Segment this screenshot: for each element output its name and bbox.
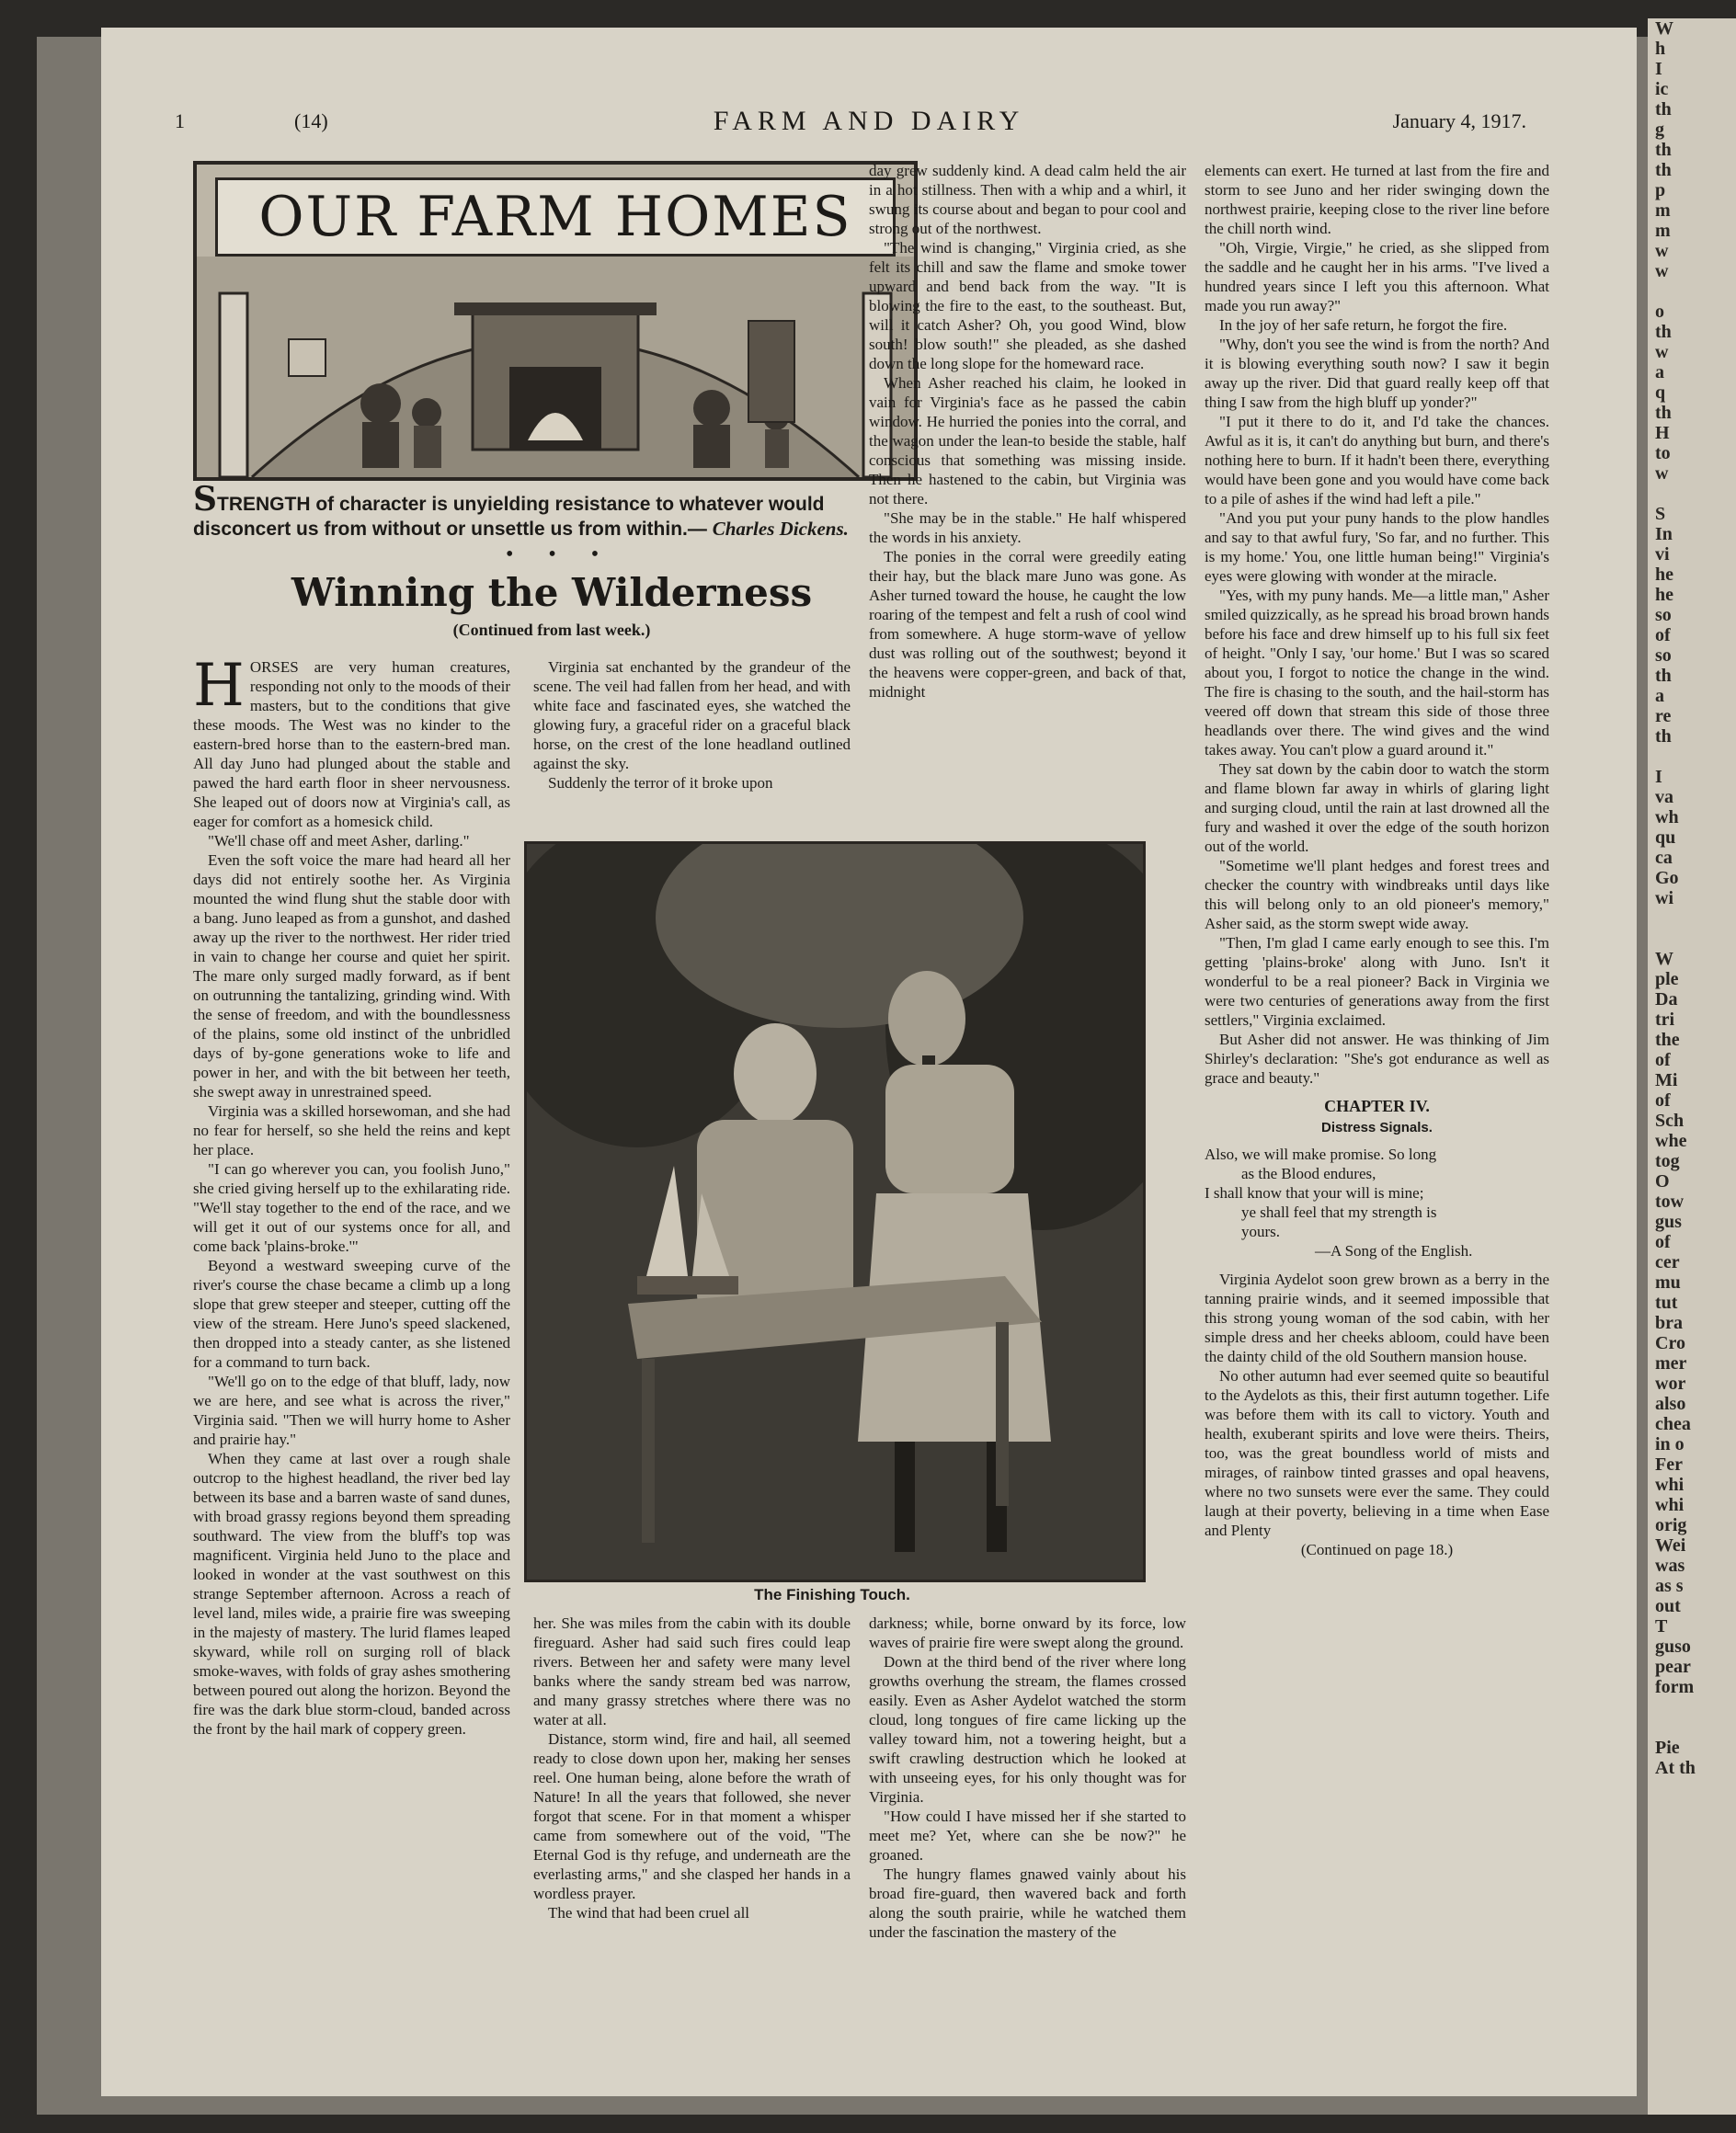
fragment-text: th [1655,160,1672,180]
photograph [524,841,1146,1582]
fragment-text: vi [1655,544,1670,565]
fragment-text: At th [1655,1758,1696,1778]
paragraph: But Asher did not answer. He was thinking of Jim Shirley's declaration: "She's got endurance as well as grace and beauty." [1205,1031,1549,1087]
fragment-text: of [1655,1232,1671,1252]
fragment-text: a [1655,362,1664,382]
paragraph: The wind that had been cruel all [548,1904,750,1922]
fragment-text: pear [1655,1657,1691,1677]
fragment-text: a [1655,686,1664,706]
fragment-text: whi [1655,1475,1685,1495]
fragment-text: th [1655,726,1672,747]
paragraph: Virginia sat enchanted by the grandeur of the scene. The veil had fallen from her head, and with white face and fascinated eyes, she watched the glowing fury, a graceful rider on a graceful black horse, on the crest of the lone headland outlined against the sky. [533,658,851,772]
paragraph: The hungry flames gnawed vainly about his broad fire-guard, then wavered back and forth along the south prairie, while he watched them under the fascination the mastery of the [869,1865,1186,1941]
fragment-text [1648,484,1736,504]
fragment-text: th [1655,99,1672,120]
chapter-title: Distress Signals. [1321,1120,1433,1135]
paragraph: day grew suddenly kind. A dead calm held the air in a hot stillness. Then with a whip and a whirl, it swung its course about and began to pour cool and strong out of the northwest. [869,162,1186,237]
fragment-text: m [1655,200,1671,221]
fragment-text [1648,1717,1736,1738]
fragment-text: Sch [1655,1111,1685,1131]
paragraph: Beyond a westward sweeping curve of the river's course the chase became a climb up a long slope that grew steeper and steeper, cutting off the view of the stream. Here Juno's speed slackened, then dropped into a steady canter, as she listened for a command to turn back. [193,1257,510,1371]
poem-line: as the Blood endures, [1241,1165,1376,1182]
fragment-text: W [1655,18,1673,39]
fragment-text: ic [1655,79,1669,99]
epigraph-quote [193,480,910,542]
paragraph: No other autumn had ever seemed quite so beautiful to the Aydelots as this, their first autumn together. Life was before them with its call to victory. Youth and health, exuberant spirits and love were theirs. Theirs, too, was the great boundless world of mists and mirages, of rainbow tinted grasses and opal heavens, where no two sunsets were ever the same. They could laugh at their poverty, believing in a time when Ease and Plenty [1205,1367,1549,1539]
paragraph: "How could I have missed her if she started to meet me? Yet, where can she be now?" he groaned. [869,1808,1186,1864]
quote-author: Charles Dickens. [712,518,849,540]
fragment-text: he [1655,565,1673,585]
fragment-text: th [1655,403,1672,423]
paragraph: "Yes, with my puny hands. Me—a little man," Asher smiled quizzically, as he spread his broad brown hands before his face and drew himself up to his full six feet of height. "Only I say, 'our home.' But I was so scared about you, I forgot to notice the change in the wind. The fire is chasing to the south, and the hail-storm has veered off down that stream this side of those three headlands over there. The wind gives and the wind takes away. You can't plow a guard around it." [1205,587,1549,759]
newspaper-page [101,28,1637,2096]
chapter-heading: CHAPTER IV. [1324,1097,1430,1115]
poem-line: yours. [1241,1223,1281,1240]
fragment-text: he [1655,585,1673,605]
fragment-text: chea [1655,1414,1691,1434]
column-2-top [533,657,851,793]
fragment-text: q [1655,382,1666,403]
fragment-text: form [1655,1677,1695,1697]
fragment-text: as s [1655,1576,1684,1596]
fragment-text: orig [1655,1515,1687,1535]
fragment-text: mu [1655,1272,1681,1293]
fragment-text: m [1655,221,1671,241]
paragraph: When Asher reached his claim, he looked in vain for Virginia's face as he passed the cabin window. He hurried the ponies into the corral, and the wagon under the lean-to beside the stable, half conscious that something was missing inside. Then he hastened to the cabin, but Virginia was not there. [869,374,1186,508]
column-2-bottom [533,1614,851,1922]
poem-line: I shall know that your will is mine; [1205,1184,1424,1202]
fragment-text: O [1655,1171,1670,1192]
fragment-text [1648,1697,1736,1717]
paragraph: "I can go wherever you can, you foolish Juno," she cried giving herself up to the exhilarating ride. "We'll stay together to the end of the race, and we will get it out of our systems once for all, and come back 'plains-broke.'" [193,1160,510,1255]
paragraph: "The wind is changing," Virginia cried, as she felt its chill and saw the flame and smoke tower upward and bend back from the way. "It is blowing the fire to the east, to the southeast. But, will it catch Asher? Oh, you good Wind, blow south! blow south!" she pleaded, as she dashed down the long slope for the homeward race. [869,239,1186,372]
fragment-text: in o [1655,1434,1685,1454]
quote-text: TRENGTH of character is unyielding resistance to whatever would disconcert us from without or unsettle us from within.— [193,494,825,540]
paragraph: darkness; while, borne onward by its force, low waves of prairie fire were swept along the ground. [869,1614,1186,1651]
fragment-text: w [1655,342,1669,362]
column-1 [193,652,510,1739]
fragment-text: was [1655,1556,1685,1576]
fragment-text: va [1655,787,1673,807]
fragment-text: of [1655,1090,1671,1111]
fragment-text: bra [1655,1313,1683,1333]
fragment-text: of [1655,625,1671,645]
fragment-text: I [1655,59,1662,79]
issue-date: January 4, 1917. [1392,109,1526,132]
fragment-text: th [1655,140,1672,160]
fragment-text: guso [1655,1637,1691,1657]
page-header [175,106,1563,143]
fragment-text: Da [1655,989,1678,1009]
fragment-text: h [1655,39,1666,59]
fragment-text: so [1655,605,1672,625]
fragment-text: S [1655,504,1666,524]
fragment-text [1648,908,1736,929]
paragraph: Down at the third bend of the river where long growths overhung the stream, the flames crossed easily. Even as Asher Aydelot watched the storm cloud, long tongues of fire came licking up the valley toward him, not a towering height, but a swift crawling destruction which he looked at with unseeing eyes, for his only thought was for Virginia. [869,1653,1186,1806]
fragment-text: I [1655,767,1662,787]
fragment-text: g [1655,120,1664,140]
fragment-text: so [1655,645,1672,666]
paragraph: The ponies in the corral were greedily eating their hay, but the black mare Juno was gone. As Asher turned toward the house, he caught the low roaring of the tempest and felt a rush of cool wind from somewhere. A huge storm-wave of yellow dust was rolling out of the southwest; beyond it the heavens were copper-green, and back of that, midnight [869,548,1186,701]
masthead: FARM AND DAIRY [713,106,1025,136]
paragraph: ORSES are very human creatures, responding not only to the moods of their masters, but to the conditions that give these moods. The West was no kinder to the eastern-bred horse than to the eastern-bred man. All day Juno had plunged about the stable and pawed the hard earth floor in sheer nervousness. She leaped out of doors now at Virginia's call, as eager for comfort as a homesick child. [193,658,510,830]
fragment-text: W [1655,949,1673,969]
adjacent-page-edge [1648,18,1736,2115]
paragraph: "We'll go on to the edge of that bluff, lady, now we are here, and see what is across the river," Virginia said. "Then we will hurry home to Asher and prairie hay." [193,1373,510,1448]
poem-source: —A Song of the English. [1315,1242,1473,1260]
fragment-text: th [1655,666,1672,686]
fragment-text: whe [1655,1131,1687,1151]
fragment-text: w [1655,463,1669,484]
article-title: Winning the Wilderness [291,570,813,615]
fragment-text: w [1655,261,1669,281]
fragment-text: Mi [1655,1070,1678,1090]
fragment-text: wor [1655,1374,1686,1394]
paragraph: "She may be in the stable." He half whispered the words in his anxiety. [869,509,1186,546]
paragraph: her. She was miles from the cabin with its double fireguard. Asher had said such fires could leap rivers. Between her and safety were many level banks where the sandy stream bed was narrow, and many grassy stretches where there was no water at all. [533,1614,851,1728]
fragment-text: cer [1655,1252,1680,1272]
fragment-text: Pie [1655,1738,1680,1758]
fragment-text: Fer [1655,1454,1683,1475]
fragment-text: out [1655,1596,1681,1616]
fragment-text [1648,747,1736,767]
fragment-text: p [1655,180,1666,200]
paragraph: Virginia Aydelot soon grew brown as a berry in the tanning prairie winds, and it seemed impossible that this strong young woman of the sod cabin, with her simple dress and her cheeks abloom, could have been the dainty child of the old Southern mansion house. [1205,1271,1549,1365]
fragment-text: re [1655,706,1672,726]
paragraph: In the joy of her safe return, he forgot the fire. [1219,316,1508,334]
paragraph: "Sometime we'll plant hedges and forest trees and checker the country with windbreaks until days like this will belong only to an old pioneer's memory," Asher said, as the storm swept wide away. [1205,857,1549,932]
paragraph: Virginia was a skilled horsewoman, and she had no fear for herself, so she held the reins and kept her place. [193,1102,510,1158]
paragraph: "And you put your puny hands to the plow handles and say to that awful fury, 'So far, and no further. This is my home.' You, one little human being!" Virginia's eyes were glowing with wonder at the miracle. [1205,509,1549,585]
fragment-text: tut [1655,1293,1678,1313]
fragment-text: tow [1655,1192,1685,1212]
photo-caption: The Finishing Touch. [754,1586,910,1603]
fragment-text [1648,281,1736,302]
column-3-bottom [869,1614,1186,1942]
fragment-text: Cro [1655,1333,1685,1353]
page-number: 1 [175,109,185,132]
fragment-text [1648,929,1736,949]
fragment-text: mer [1655,1353,1687,1374]
fragment-text: Go [1655,868,1679,888]
chapter-epigraph [1205,1145,1549,1260]
fragment-text: w [1655,241,1669,261]
fragment-text: the [1655,1030,1680,1050]
page-label: (14) [294,109,328,132]
fragment-text: wh [1655,807,1679,827]
fragment-text: H [1655,423,1670,443]
banner-title: OUR FARM HOMES [215,177,896,257]
paragraph: "Why, don't you see the wind is from the north? And it is blowing everything south now? I saw it begin away up the river. Did that guard really keep off that thing I saw from the high bluff up yonder?" [1205,336,1549,411]
fragment-text: ple [1655,969,1679,989]
fragment-text: wi [1655,888,1673,908]
paragraph: "We'll chase off and meet Asher, darling." [208,832,470,850]
fragment-text: In [1655,524,1673,544]
children-photo [527,844,1143,1580]
paragraph: Even the soft voice the mare had heard all her days did not entirely soothe her. As Virginia mounted the wind flung shut the stable door with a bang. Juno leaped as from a gunshot, and dashed away up the river to the northwest. Her rider tried in vain to change her course and quiet her spirit. The mare only surged madly forward, as if bent on outrunning the tantalizing, grinding wind. With the sense of freedom, and with the boundlessness of the plains, some old instinct of the unbridled days of by-gone generations woke to life and power in her, and with the bit between her teeth, she swept away in unrestrained speed. [193,851,510,1101]
fragment-text: Wei [1655,1535,1686,1556]
fragment-text: o [1655,302,1664,322]
fragment-text: also [1655,1394,1686,1414]
paragraph: "Oh, Virgie, Virgie," he cried, as she slipped from the saddle and he caught her in his arms. "I've lived a hundred years since I left you this afternoon. What made you run away?" [1205,239,1549,314]
paragraph: Suddenly the terror of it broke upon [548,774,773,792]
fragment-text: tog [1655,1151,1680,1171]
paragraph: Distance, storm wind, fire and hail, all seemed ready to close down upon her, making her senses reel. One human being, alone before the wrath of Nature! In all the years that followed, she never forgot that scene. For in that moment a whisper came from somewhere out of the void, "The Eternal God is thy refuge, and underneath are the everlasting arms," and she clasped her hands in a wordless prayer. [533,1730,851,1902]
fragment-text: th [1655,322,1672,342]
article-subtitle: (Continued from last week.) [452,621,651,639]
fragment-text: T [1655,1616,1668,1637]
fragment-text: whi [1655,1495,1685,1515]
fragment-text: to [1655,443,1671,463]
poem-line: Also, we will make promise. So long [1205,1146,1437,1163]
fragment-text: qu [1655,827,1676,848]
column-3-top [869,161,1186,701]
paragraph: elements can exert. He turned at last from the fire and storm to see Juno and her rider swinging down the northwest prairie, keeping close to the river line before the chill north wind. [1205,162,1549,237]
drop-cap: H [193,652,245,720]
paragraph: "I put it there to do it, and I'd take the chances. Awful as it is, it can't do anything but burn, and there's nothing here to burn. If it hadn't been there, everything would have been gone and you would have come back to a pile of ashes if the wind had left a pile." [1205,413,1549,508]
paragraph: "Then, I'm glad I came early enough to see this. I'm getting 'plains-broke' along with Juno. Isn't it wonderful to be a real pioneer? Back in Virginia we were two centuries of generations away from the first settlers," Virginia exclaimed. [1205,934,1549,1029]
fragment-text: gus [1655,1212,1682,1232]
separator: • • • [506,542,614,566]
paragraph: When they came at last over a rough shale outcrop to the highest headland, the river bed lay between its base and a barren waste of sand dunes, with broad grassy regions beyond them spreading southward. The view from the bluff's top was magnificent. Virginia held Juno to the place and looked in wonder at the vast southwest on this strange September afternoon. Across a reach of level land, miles wide, a prairie fire was sweeping in the majesty of mastery. The lurid flames leaped skyward, while roll on surging roll of black smoke-waves, with folds of gray ashes smothering between poured out along the horizon. Beyond the fire was the dark blue storm-cloud, banded across the front by the hail mark of coppery green. [193,1450,510,1738]
fragment-text: of [1655,1050,1671,1070]
quote-initial: S [193,480,217,519]
section-banner [193,161,918,481]
poem-line: ye shall feel that my strength is [1241,1203,1437,1221]
continued-note: (Continued on page 18.) [1300,1541,1454,1558]
fragment-text: ca [1655,848,1673,868]
column-4 [1205,161,1549,1559]
fireplace-illustration [197,257,914,477]
paragraph: They sat down by the cabin door to watch the storm and flame blown far away in whirls of glaring light and surging cloud, until the rain at last drowned all the fury and washed it over the edge of the south horizon out of the world. [1205,760,1549,855]
fragment-text: tri [1655,1009,1675,1030]
